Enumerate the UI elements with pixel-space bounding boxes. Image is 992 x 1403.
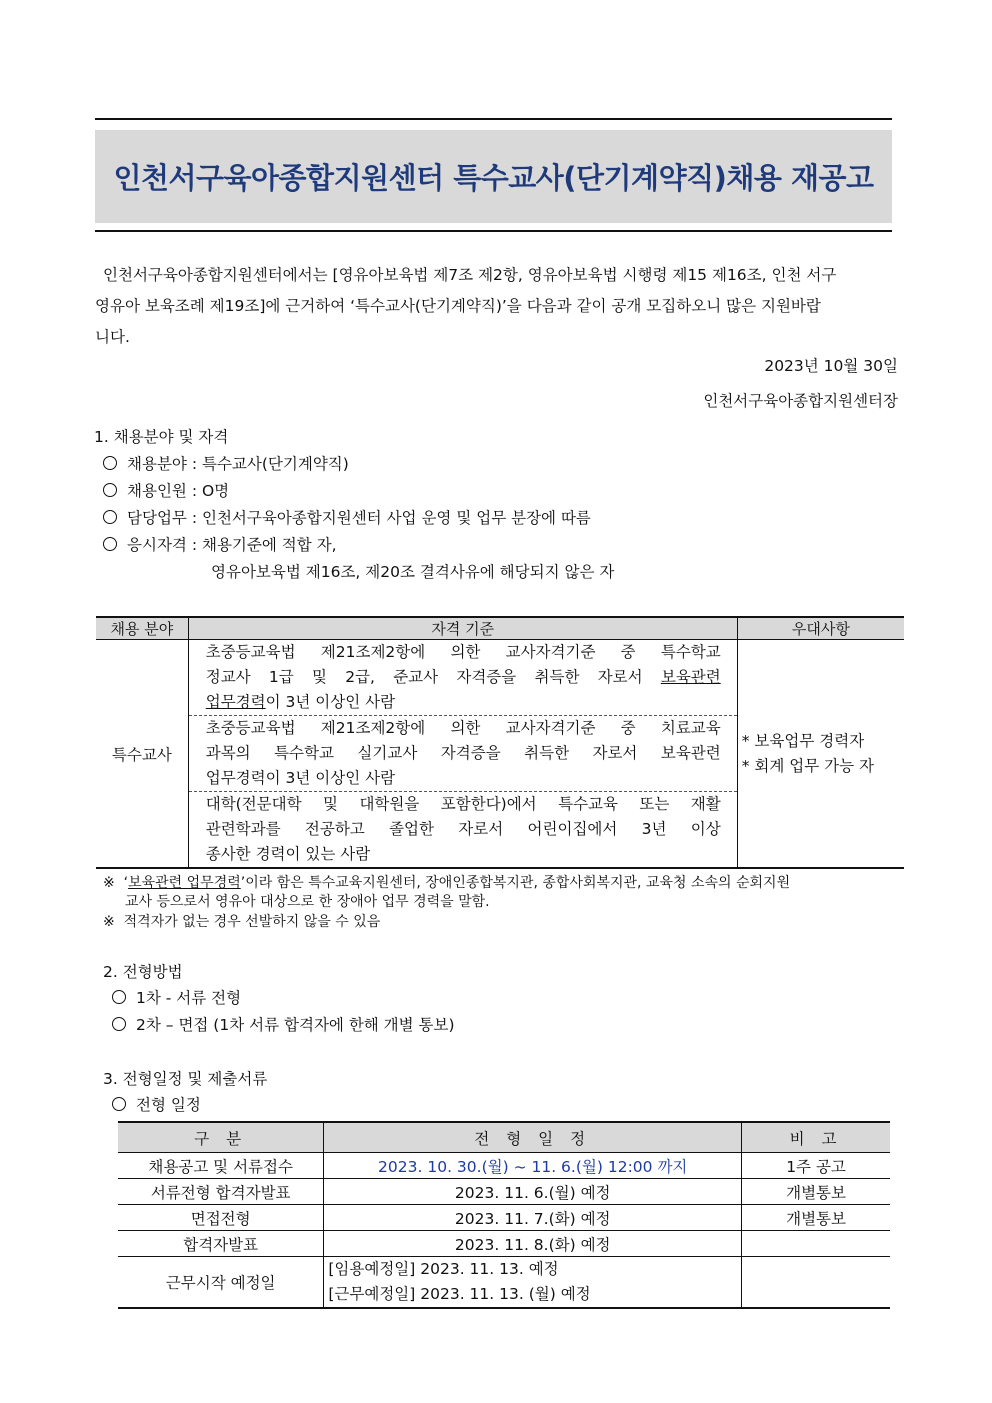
note-1-line-2: 교사 등으로서 영유아 대상으로 한 장애아 업무 경력을 말함. — [125, 894, 490, 910]
section2-heading: 2. 전형방법 — [103, 963, 183, 981]
preference-item: * 회계 업무 가능 자 — [741, 756, 875, 775]
schedule-table — [118, 1121, 890, 1309]
intro-line-3: 니다. — [95, 328, 130, 346]
intro-line-1: 인천서구육아종합지원센터에서는 [영유아보육법 제7조 제2항, 영유아보육법 시행령 제15 제16조, 인천 서구 — [103, 266, 837, 284]
table1-header-preference: 우대사항 — [737, 617, 904, 640]
section1-item: 담당업무 : 인천서구육아종합지원센터 사업 운영 및 업무 분장에 따름 — [103, 506, 591, 528]
table-row: 근무시작 예정일 [임용예정일] 2023. 11. 13. 예정 [근무예정일] 2023. 11. 13. (월) 예정 — [118, 1257, 890, 1309]
preference-item: * 보육업무 경력자 — [741, 731, 865, 750]
announcement-date: 2023년 10월 30일 — [764, 357, 898, 375]
page-title: 인천서구육아종합지원센터 특수교사(단기계약직)채용 재공고 — [113, 161, 874, 195]
table2-header-category: 구 분 — [118, 1122, 324, 1153]
section1-continuation: 영유아보육법 제16조, 제20조 결격사유에 해당되지 않은 자 — [211, 563, 615, 581]
table-row: 채용공고 및 서류접수 2023. 10. 30.(월) ~ 11. 6.(월) 12:00 까지 1주 공고 — [118, 1153, 890, 1179]
section3-subheading: 전형 일정 — [112, 1093, 201, 1115]
criteria-cell-1: 초중등교육법 제21조제2항에 의한 교사자격기준 중 특수학교 정교사 1급 및 2급, 준교사 자격증을 취득한 자로서 보육관련 업무경력이 3년 이상인 사람 — [188, 640, 737, 716]
section3-heading: 3. 전형일정 및 제출서류 — [103, 1070, 268, 1088]
table-row: 서류전형 합격자발표 2023. 11. 6.(월) 예정 개별통보 — [118, 1179, 890, 1205]
issuer: 인천서구육아종합지원센터장 — [703, 392, 898, 410]
section2-item: 2차 – 면접 (1차 서류 합격자에 한해 개별 통보) — [112, 1013, 455, 1035]
section1-item: 채용인원 : O명 — [103, 479, 229, 501]
section1-item: 채용분야 : 특수교사(단기계약직) — [103, 452, 349, 474]
note-1: ※ ‘보육관련 업무경력’이라 함은 특수교육지원센터, 장애인종합복지관, 종합사회복지관, 교육청 소속의 순회지원 — [103, 875, 791, 891]
qualification-table — [96, 616, 904, 869]
criteria-cell-2: 초중등교육법 제21조제2항에 의한 교사자격기준 중 치료교육 과목의 특수학교 실기교사 자격증을 취득한 자로서 보육관련 업무경력이 3년 이상인 사람 — [188, 716, 737, 792]
section1-heading: 1. 채용분야 및 자격 — [94, 428, 229, 446]
note-2: ※ 적격자가 없는 경우 선발하지 않을 수 있음 — [103, 914, 381, 930]
circle-bullet-icon — [103, 483, 117, 497]
table2-header-schedule: 전 형 일 정 — [324, 1122, 742, 1153]
table1-header-field: 채용 분야 — [96, 617, 188, 640]
table1-field: 특수교사 — [96, 640, 188, 869]
criteria-cell-3: 대학(전문대학 및 대학원을 포함한다)에서 특수교육 또는 재활 관련학과를 전공하고 졸업한 자로서 어린이집에서 3년 이상 종사한 경력이 있는 사람 — [188, 792, 737, 869]
intro-line-2: 영유아 보육조례 제19조]에 근거하여 ‘특수교사(단기계약직)’을 다음과 같이 공개 모집하오니 많은 지원바랍 — [95, 297, 821, 315]
circle-bullet-icon — [103, 537, 117, 551]
intro-paragraph — [95, 260, 898, 353]
table2-header-note: 비 고 — [742, 1122, 890, 1153]
table-row: 합격자발표 2023. 11. 8.(화) 예정 — [118, 1231, 890, 1257]
section1-item: 응시자격 : 채용기준에 적합 자, — [103, 533, 337, 555]
circle-bullet-icon — [112, 1097, 126, 1111]
table1-header-criteria: 자격 기준 — [188, 617, 737, 640]
circle-bullet-icon — [103, 510, 117, 524]
circle-bullet-icon — [112, 990, 126, 1004]
preference-cell — [737, 640, 904, 869]
section2-item: 1차 - 서류 전형 — [112, 986, 241, 1008]
table-row: 면접전형 2023. 11. 7.(화) 예정 개별통보 — [118, 1205, 890, 1231]
circle-bullet-icon — [112, 1017, 126, 1031]
title-background — [95, 130, 892, 223]
title-banner — [95, 118, 892, 232]
circle-bullet-icon — [103, 456, 117, 470]
